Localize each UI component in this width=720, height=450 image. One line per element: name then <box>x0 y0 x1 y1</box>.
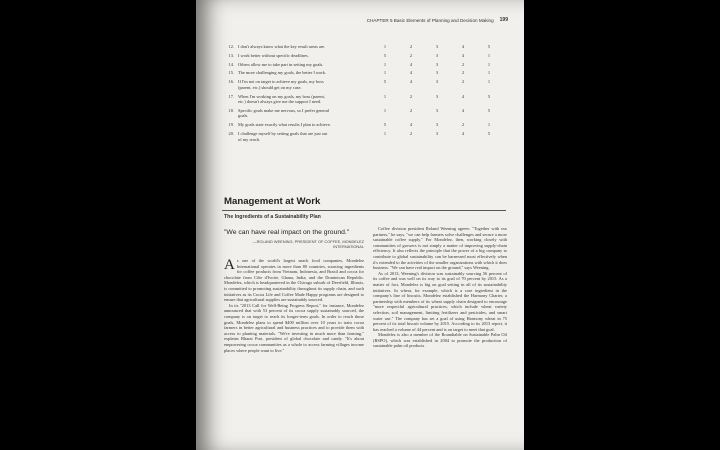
article-paragraph: In its "2013 Call for Well-Being Progress Report," for instance, Mondelez announced that with 53 percent of its cocoa supply sustainably sourced, the company is on target to reach its longer-term goals. In order to reach those goals, Mondelez plans to spend $400 million over 10 years to train cocoa farmers in better agricultural and business practices and to provide them with access to planting materials. "We're investing in much more than farming," explains Bharat Puri, president of global chocolate and candy. "It's about empowering cocoa communities as a whole to access farming villages income places where people want to live." <box>224 302 364 353</box>
survey-row <box>224 131 506 142</box>
rating-value: 3 <box>435 107 439 113</box>
rating-value: 1 <box>383 70 387 76</box>
page-number: 199 <box>499 17 508 23</box>
running-header <box>346 15 508 25</box>
survey-row <box>224 53 506 59</box>
rating-value: 1 <box>383 61 387 67</box>
survey-row <box>224 44 506 50</box>
section-title: Management at Work <box>224 196 321 207</box>
survey-row <box>224 108 506 119</box>
survey-item-number: 12. <box>228 44 234 49</box>
rating-value: 1 <box>487 61 491 67</box>
drop-cap: A <box>224 257 235 273</box>
rating-value: 1 <box>487 70 491 76</box>
rating-value: 5 <box>383 79 387 85</box>
survey-item-text: The more challenging my goals, the better I work. <box>238 70 327 76</box>
survey-rating-scale <box>332 94 512 105</box>
rating-value: 4 <box>409 122 413 128</box>
survey-rating-scale <box>332 53 512 59</box>
section-divider <box>222 210 506 211</box>
rating-value: 2 <box>461 79 465 85</box>
survey-rating-scale <box>332 44 512 50</box>
rating-value: 2 <box>461 70 465 76</box>
rating-value: 5 <box>487 131 491 137</box>
survey-item-text: When I'm working on my goals, my boss (parent, etc.) doesn't always give me the support I need. <box>238 93 325 105</box>
rating-value: 2 <box>461 61 465 67</box>
survey-item-number: 20. <box>228 131 234 137</box>
survey-item-text: I work better without specific deadlines. <box>238 52 309 58</box>
survey-item-number: 13. <box>228 52 234 58</box>
article-column-left <box>224 258 364 353</box>
rating-value: 1 <box>383 44 387 49</box>
survey-rating-scale <box>332 131 512 142</box>
feature-subhead: The Ingredients of a Sustainability Plan <box>224 214 321 220</box>
goal-survey-list <box>224 44 506 145</box>
survey-item-number: 19. <box>228 122 234 128</box>
survey-row <box>224 79 506 90</box>
rating-value: 4 <box>409 79 413 85</box>
article-paragraph: Mondelez is also a member of the Roundtable on Sustainable Palm Oil (RSPO), which was established in 2004 to promote the production of sustainable palm oil products <box>373 332 507 349</box>
rating-value: 4 <box>409 61 413 67</box>
rating-value: 1 <box>487 122 491 128</box>
chapter-title: CHAPTER 5 Basic Elements of Planning and Decision Making <box>366 17 494 23</box>
rating-value: 2 <box>409 44 413 49</box>
rating-value: 4 <box>461 131 465 137</box>
rating-value: 5 <box>383 52 387 58</box>
book-page <box>196 0 524 450</box>
survey-item-text: I don't always know what the key result areas are. <box>238 44 326 49</box>
rating-value: 3 <box>435 52 439 58</box>
rating-value: 1 <box>383 93 387 99</box>
rating-value: 1 <box>383 107 387 113</box>
survey-rating-scale <box>332 122 512 128</box>
survey-row <box>224 70 506 76</box>
survey-row <box>224 62 506 68</box>
rating-value: 5 <box>487 93 491 99</box>
rating-value: 4 <box>409 70 413 76</box>
survey-item-number: 14. <box>228 61 234 67</box>
rating-value: 4 <box>461 52 465 58</box>
survey-item-text: I challenge myself by setting goals that are just out of my reach. <box>238 131 328 142</box>
survey-item-number: 15. <box>228 70 234 76</box>
survey-item-text: My goals state exactly what results I plan to achieve. <box>238 122 331 128</box>
survey-rating-scale <box>332 70 512 76</box>
survey-rating-scale <box>332 62 512 68</box>
rating-value: 1 <box>383 131 387 137</box>
rating-value: 2 <box>461 122 465 128</box>
rating-value: 3 <box>435 61 439 67</box>
survey-item-number: 17. <box>228 93 234 99</box>
survey-item-text: If I'm not on target to achieve my goals, my boss (parent, etc.) should get on my case. <box>238 79 324 90</box>
survey-rating-scale <box>332 108 512 119</box>
survey-item-text: Specific goals make me nervous, so I prefer general goals. <box>238 107 330 119</box>
survey-item-number: 18. <box>228 107 234 113</box>
rating-value: 4 <box>461 93 465 99</box>
rating-value: 3 <box>435 122 439 128</box>
survey-item-text: Others allow me to take part in setting my goals. <box>238 61 324 67</box>
rating-value: 2 <box>409 131 413 137</box>
rating-value: 2 <box>409 52 413 58</box>
survey-row <box>224 94 506 105</box>
survey-rating-scale <box>332 79 512 90</box>
rating-value: 5 <box>487 44 491 49</box>
pull-quote: "We can have real impact on the ground." <box>224 229 350 236</box>
rating-value: 1 <box>487 52 491 58</box>
rating-value: 4 <box>461 107 465 113</box>
rating-value: 3 <box>435 79 439 85</box>
rating-value: 4 <box>461 44 465 49</box>
rating-value: 1 <box>487 79 491 85</box>
quote-attribution: —ROLAND WEENING, PRESIDENT OF COFFEE, MONDELEZ INTERNATIONAL <box>252 239 364 249</box>
rating-value: 3 <box>435 70 439 76</box>
survey-row <box>224 122 506 128</box>
rating-value: 3 <box>435 44 439 49</box>
rating-value: 5 <box>487 107 491 113</box>
article-paragraph: s one of the world's largest snack food companies, Mondelez International operates in more than 80 countries, sourcing ingredients for coffee products from Vietnam, Indonesia, and Brazil and cocoa for chocolate from Côte d'Ivoire, Ghana, India, and the Dominican Republic. Mondelez, which is headquartered in the Chicago suburb of Deerfield, Illinois, is committed to promoting sustainability throughout its supply chain, and such initiatives as its Cocoa Life and Coffee Made Happy programs are designed to ensure that agricultural supplies are sustainably sourced. <box>224 258 364 303</box>
article-column-right <box>373 226 507 349</box>
rating-value: 2 <box>409 93 413 99</box>
survey-item-number: 16. <box>228 79 234 85</box>
article-paragraph: Coffee division president Roland Weening agrees: "Together with our partners," he says, "we can help farmers solve challenges and secure a more sustainable coffee supply." For Mondelez, then, working closely with communities of growers is not simply a matter of improving supply-chain efficiency. It also reflects the principle that the power of a big company to contribute to global sustainability can be harnessed most effectively when it's extended to the activities of the smaller organizations with which it does business. "We can have real impact on the ground," says Weening. <box>373 226 507 271</box>
rating-value: 5 <box>383 122 387 128</box>
article-paragraph: As of 2013, Weening's division was sustainably sourcing 56 percent of its coffee and was well on its way to its goal of 70 percent by 2015. As a matter of fact, Mondelez is big on goal setting in all of its sustainability initiatives. In wheat, for example, which is a core ingredient in the company's line of biscuits, Mondelez established the Harmony Charter, a partnership with members of its wheat supply chain designed to encourage "more respectful agricultural practices, which include wheat variety selection, soil management, limiting fertilizers and pesticides, and smart water use." The company has set a goal of using Harmony wheat in 75 percent of its total biscuit volume by 2015. According to its 2013 report, it has reached a volume of 44 percent and is on target to meet that goal. <box>373 270 507 332</box>
rating-value: 2 <box>409 107 413 113</box>
rating-value: 3 <box>435 131 439 137</box>
rating-value: 3 <box>435 93 439 99</box>
